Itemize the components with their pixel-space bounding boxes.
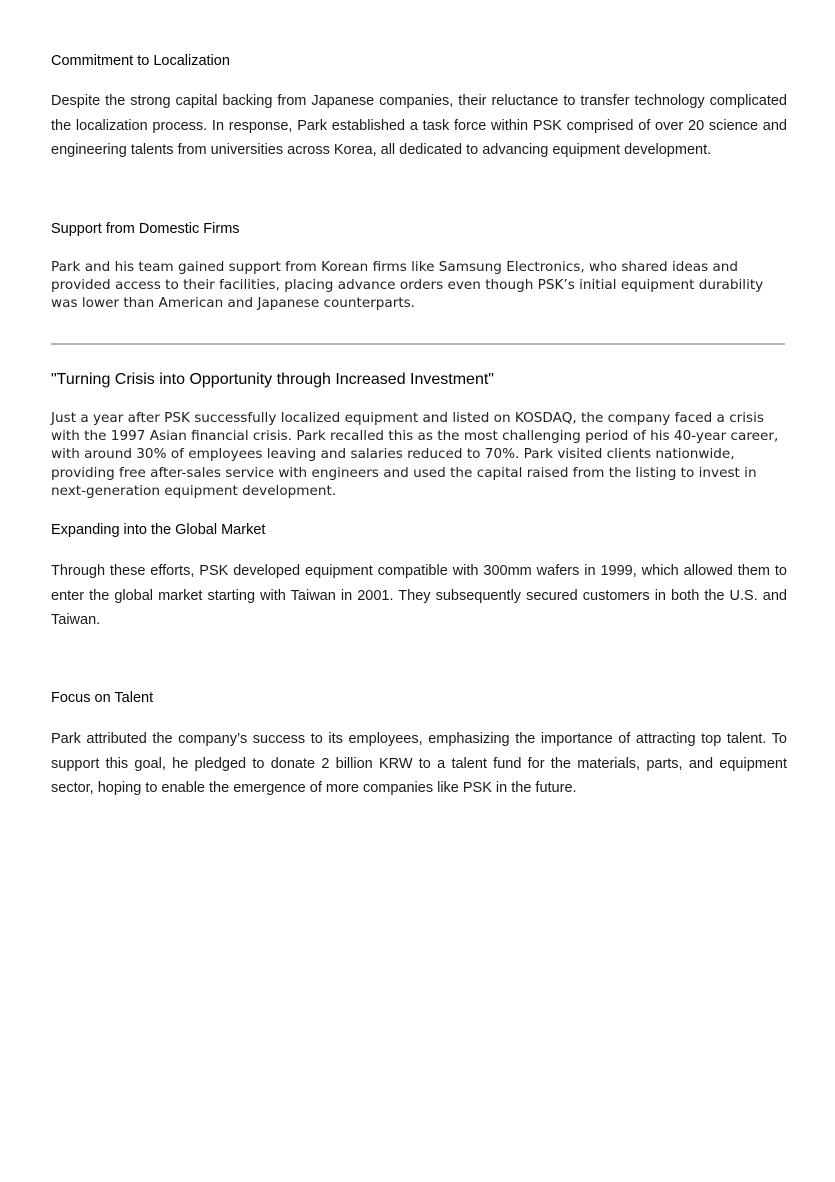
- heading-focus-on-talent: Focus on Talent: [51, 690, 154, 706]
- paragraph-talent: Park attributed the company’s success to its employees, emphasizing the importance of attracting top talent. To support this goal, he pledged to donate 2 billion KRW to a talent fund for the materials, parts, and equipment sector, hoping to enable the emergence of more companies like PSK in the future.: [51, 731, 787, 796]
- paragraph-localization: Despite the strong capital backing from Japanese companies, their reluctance to transfer technology complicated the localization process. In response, Park established a task force within PSK comprised of over 20 science and engineering talents from universities across Korea, all dedicated to advancing equipment development.: [51, 93, 787, 158]
- heading-turning-crisis-into-opportunity: "Turning Crisis into Opportunity through Increased Investment": [51, 371, 494, 388]
- section-divider: [51, 343, 785, 345]
- paragraph-domestic-support: Park and his team gained support from Korean firms like Samsung Electronics, who shared ideas and provided access to their facilities, placing advance orders even though PSK’s initial equipment durability was lower than American and Japanese counterparts.: [51, 259, 764, 312]
- heading-support-from-domestic-firms: Support from Domestic Firms: [51, 221, 240, 237]
- paragraph-global-market: Through these efforts, PSK developed equipment compatible with 300mm wafers in 1999, which allowed them to enter the global market starting with Taiwan in 2001. They subsequently secured customers in both the U.S. and Taiwan.: [51, 563, 787, 628]
- heading-commitment-to-localization: Commitment to Localization: [51, 53, 230, 69]
- heading-expanding-into-global-market: Expanding into the Global Market: [51, 522, 266, 538]
- paragraph-crisis: Just a year after PSK successfully localized equipment and listed on KOSDAQ, the company faced a crisis with the 1997 Asian financial crisis. Park recalled this as the most challenging period of his 40-year career, with around 30% of employees leaving and salaries reduced to 70%. Park visited clients nationwide, providing free after-sales service with engineers and used the capital raised from the listing to invest in next-generation equipment development.: [51, 410, 779, 499]
